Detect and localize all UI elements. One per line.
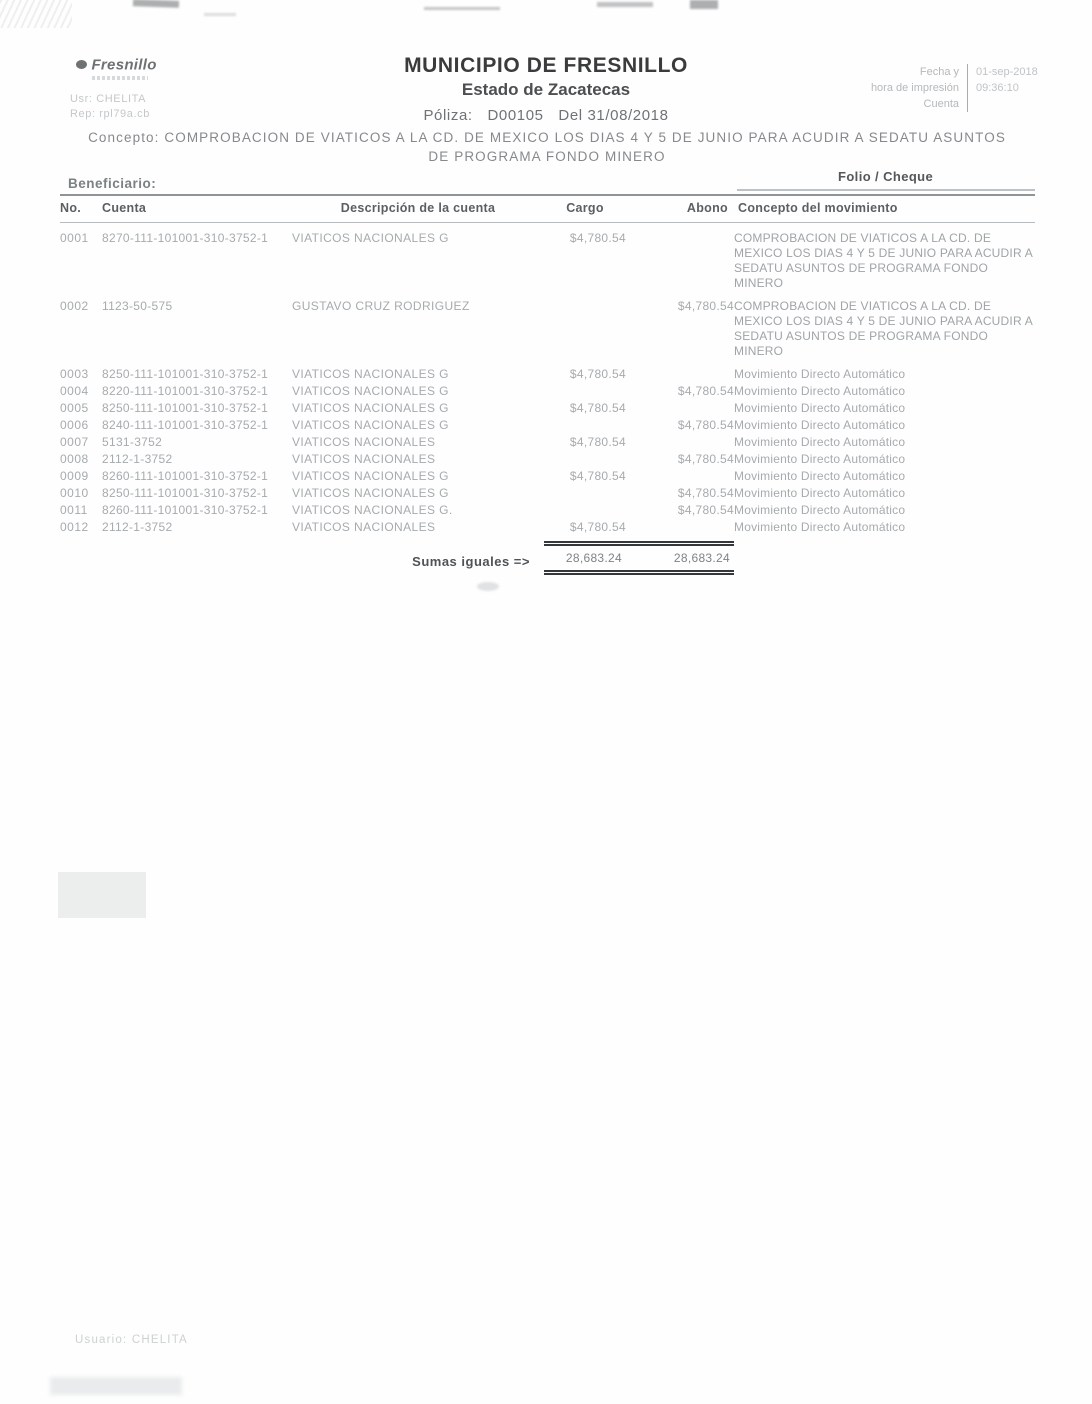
poliza-del-label: Del xyxy=(558,107,583,124)
table-row xyxy=(60,434,1035,451)
row-cuenta: 8270-111-101001-310-3752-1 xyxy=(102,231,269,245)
page-title: MUNICIPIO DE FRESNILLO xyxy=(404,54,688,77)
row-cuenta: 8250-111-101001-310-3752-1 xyxy=(102,367,269,381)
row-number: 0008 xyxy=(60,452,89,466)
row-descripcion: GUSTAVO CRUZ RODRIGUEZ xyxy=(292,299,470,313)
row-abono: $4,780.54 xyxy=(677,452,734,466)
meta-user: Usr: CHELITA xyxy=(70,93,147,105)
row-concepto: Movimiento Directo Automático xyxy=(734,486,906,500)
scan-artifact xyxy=(204,13,236,16)
concepto-block xyxy=(72,128,1022,166)
col-header-cuenta: Cuenta xyxy=(102,195,292,223)
scan-artifact xyxy=(477,582,499,591)
row-cuenta: 2112-1-3752 xyxy=(102,520,173,534)
row-number: 0005 xyxy=(60,401,89,415)
row-concepto: Movimiento Directo Automático xyxy=(734,503,906,517)
print-info-labels xyxy=(871,64,968,112)
poliza-number: D00105 xyxy=(487,107,544,124)
page-subtitle: Estado de Zacatecas xyxy=(461,80,631,99)
beneficiario-label: Beneficiario: xyxy=(68,176,157,191)
row-cuenta: 8240-111-101001-310-3752-1 xyxy=(102,418,269,432)
poliza-date: 31/08/2018 xyxy=(587,107,669,124)
row-cargo xyxy=(544,298,626,366)
poliza-table xyxy=(60,194,1035,575)
row-number: 0003 xyxy=(60,367,89,381)
row-cuenta: 5131-3752 xyxy=(102,435,163,449)
row-cargo xyxy=(544,502,626,519)
row-cuenta: 8260-111-101001-310-3752-1 xyxy=(102,469,269,483)
row-abono xyxy=(626,519,734,536)
row-number: 0001 xyxy=(60,231,89,245)
row-concepto: Movimiento Directo Automático xyxy=(734,401,906,415)
row-number: 0012 xyxy=(60,520,89,534)
col-header-abono: Abono xyxy=(626,195,734,223)
table-row xyxy=(60,417,1035,434)
row-abono xyxy=(626,366,734,383)
row-cuenta: 2112-1-3752 xyxy=(102,452,173,466)
row-cargo: $4,780.54 xyxy=(569,435,626,449)
table-row xyxy=(60,519,1035,536)
scan-artifact xyxy=(597,2,653,7)
row-descripcion: VIATICOS NACIONALES G xyxy=(292,418,449,432)
row-cuenta: 8250-111-101001-310-3752-1 xyxy=(102,401,269,415)
row-number: 0004 xyxy=(60,384,89,398)
row-cargo xyxy=(544,383,626,400)
row-descripcion: VIATICOS NACIONALES xyxy=(292,452,436,466)
col-header-concepto: Concepto del movimiento xyxy=(734,195,1035,223)
row-descripcion: VIATICOS NACIONALES G xyxy=(292,486,449,500)
row-number: 0009 xyxy=(60,469,89,483)
row-cuenta: 1123-50-575 xyxy=(102,299,173,313)
row-number: 0011 xyxy=(60,503,88,517)
row-abono: $4,780.54 xyxy=(677,486,734,500)
row-descripcion: VIATICOS NACIONALES G xyxy=(292,367,449,381)
row-cuenta: 8250-111-101001-310-3752-1 xyxy=(102,486,269,500)
row-number: 0010 xyxy=(60,486,89,500)
poliza-label: Póliza: xyxy=(423,107,473,124)
row-cuenta: 8260-111-101001-310-3752-1 xyxy=(102,503,269,517)
row-cargo: $4,780.54 xyxy=(569,469,626,483)
row-concepto: Movimiento Directo Automático xyxy=(734,469,906,483)
row-descripcion: VIATICOS NACIONALES G xyxy=(292,401,449,415)
row-abono xyxy=(626,400,734,417)
scan-artifact xyxy=(690,0,718,9)
row-cargo xyxy=(544,451,626,468)
table-row xyxy=(60,400,1035,417)
concepto-line2: DE PROGRAMA FONDO MINERO xyxy=(428,149,666,164)
col-header-cargo: Cargo xyxy=(544,195,626,223)
print-time: 09:36:10 xyxy=(976,82,1019,94)
row-concepto: Movimiento Directo Automático xyxy=(734,384,906,398)
row-concepto: COMPROBACION DE VIATICOS A LA CD. DE MEXICO LOS DIAS 4 Y 5 DE JUNIO PARA ACUDIR A SEDATU ASUNTOS DE PROGRAMA FONDO MINERO xyxy=(734,299,1033,358)
row-abono xyxy=(626,223,734,299)
row-concepto: Movimiento Directo Automático xyxy=(734,452,906,466)
table-row xyxy=(60,468,1035,485)
concepto-label: Concepto: xyxy=(88,130,160,145)
row-descripcion: VIATICOS NACIONALES xyxy=(292,435,436,449)
row-descripcion: VIATICOS NACIONALES xyxy=(292,520,436,534)
col-header-descripcion: Descripción de la cuenta xyxy=(292,195,544,223)
print-info-label: hora de impresión xyxy=(870,82,959,94)
concepto-line1: COMPROBACION DE VIATICOS A LA CD. DE MEXICO LOS DIAS 4 Y 5 DE JUNIO PARA ACUDIR A SEDATU ASUNTOS xyxy=(164,130,1006,145)
row-cargo: $4,780.54 xyxy=(569,231,626,245)
footer-user-line: Usuario: CHELITA xyxy=(75,1334,188,1346)
row-cargo xyxy=(544,485,626,502)
print-info-block xyxy=(871,64,1056,112)
row-abono: $4,780.54 xyxy=(677,299,734,313)
table-row xyxy=(60,298,1035,366)
row-abono: $4,780.54 xyxy=(677,503,734,517)
row-descripcion: VIATICOS NACIONALES G xyxy=(292,469,449,483)
logo-brand-text: Fresnillo xyxy=(91,56,157,74)
scan-artifact xyxy=(133,0,179,8)
row-cuenta: 8220-111-101001-310-3752-1 xyxy=(102,384,269,398)
row-concepto: Movimiento Directo Automático xyxy=(734,367,906,381)
table-row xyxy=(60,451,1035,468)
row-descripcion: VIATICOS NACIONALES G. xyxy=(292,503,453,517)
print-date: 01-sep-2018 xyxy=(976,66,1038,78)
scan-artifact xyxy=(50,1377,182,1395)
row-descripcion: VIATICOS NACIONALES G xyxy=(292,384,449,398)
sum-abono-total: 28,683.24 xyxy=(626,544,734,573)
table-header xyxy=(60,195,1035,223)
scan-artifact xyxy=(0,0,72,28)
row-descripcion: VIATICOS NACIONALES G xyxy=(292,231,449,245)
row-cargo xyxy=(544,417,626,434)
row-concepto: Movimiento Directo Automático xyxy=(734,435,906,449)
scan-artifact xyxy=(424,7,500,10)
folio-underline xyxy=(737,189,1035,191)
row-concepto: COMPROBACION DE VIATICOS A LA CD. DE MEXICO LOS DIAS 4 Y 5 DE JUNIO PARA ACUDIR A SEDATU ASUNTOS DE PROGRAMA FONDO MINERO xyxy=(734,231,1033,290)
sums-row xyxy=(60,544,1035,573)
table-row xyxy=(60,223,1035,299)
row-number: 0007 xyxy=(60,435,89,449)
print-info-values xyxy=(968,64,1056,112)
row-abono: $4,780.54 xyxy=(677,384,734,398)
table-footer xyxy=(60,536,1035,573)
row-abono: $4,780.54 xyxy=(677,418,734,432)
row-number: 0002 xyxy=(60,299,89,313)
row-cargo: $4,780.54 xyxy=(569,520,626,534)
row-cargo: $4,780.54 xyxy=(569,401,626,415)
folio-cheque-label: Folio / Cheque xyxy=(838,169,934,184)
print-info-label: Cuenta xyxy=(923,98,959,110)
table-row xyxy=(60,383,1035,400)
row-concepto: Movimiento Directo Automático xyxy=(734,418,906,432)
sum-cargo-total: 28,683.24 xyxy=(544,544,626,573)
table-row xyxy=(60,502,1035,519)
sums-empty-cell xyxy=(734,544,1035,573)
sums-label: Sumas iguales => xyxy=(412,554,530,569)
table-row xyxy=(60,485,1035,502)
table-row xyxy=(60,366,1035,383)
row-concepto: Movimiento Directo Automático xyxy=(734,520,906,534)
row-abono xyxy=(626,434,734,451)
row-cargo: $4,780.54 xyxy=(569,367,626,381)
scan-artifact xyxy=(58,872,146,918)
poliza-table-body xyxy=(60,223,1035,537)
col-header-no: No. xyxy=(60,195,102,223)
row-number: 0006 xyxy=(60,418,89,432)
print-info-label: Fecha y xyxy=(919,66,959,78)
meta-report: Rep: rpl79a.cb xyxy=(70,108,150,120)
row-abono xyxy=(626,468,734,485)
